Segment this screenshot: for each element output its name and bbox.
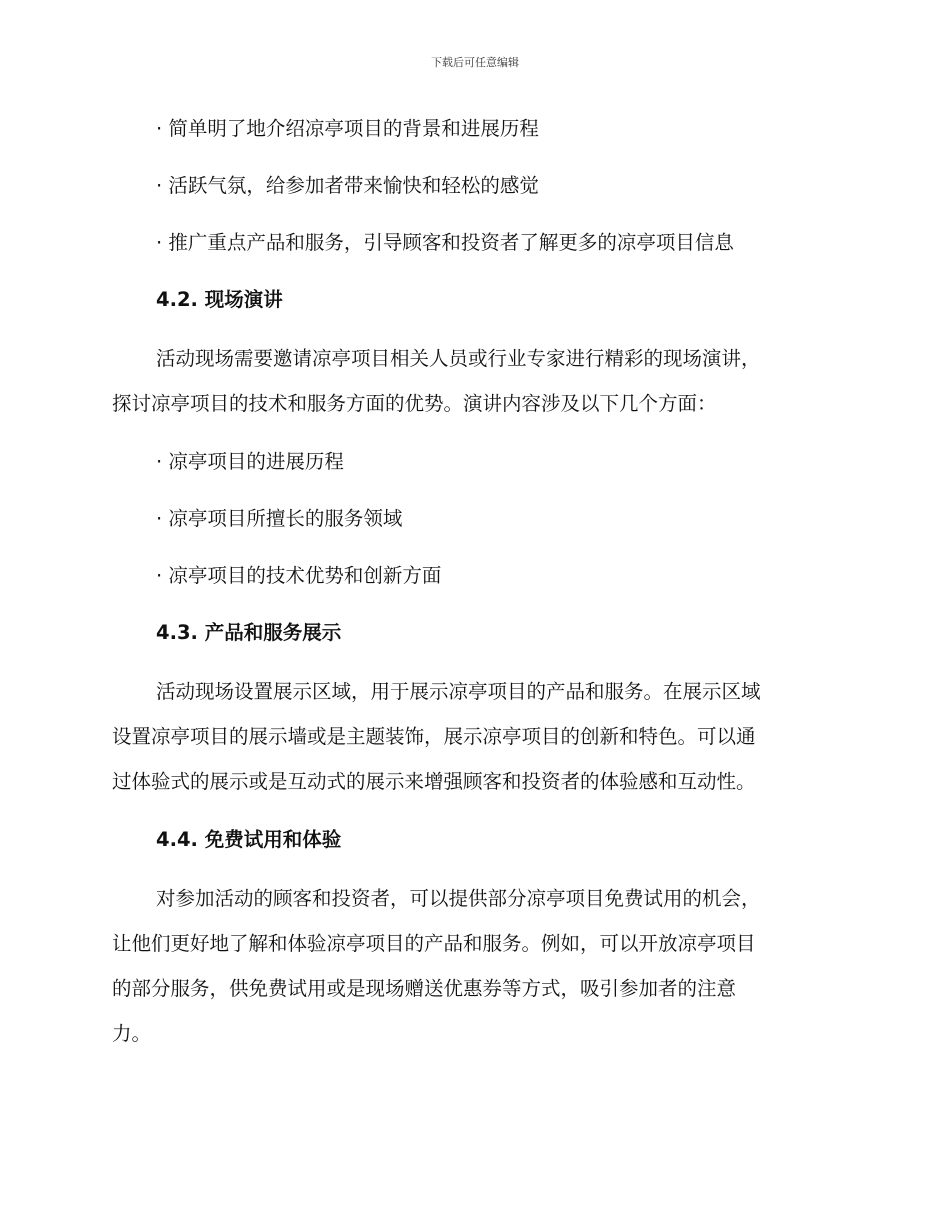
bullet-item: · 活跃气氛，给参加者带来愉快和轻松的感觉 (156, 174, 539, 197)
paragraph-line: 对参加活动的顾客和投资者，可以提供部分凉亭项目免费试用的机会， (156, 887, 761, 910)
paragraph-line: 活动现场设置展示区域，用于展示凉亭项目的产品和服务。在展示区域 (156, 680, 761, 703)
paragraph-line: 活动现场需要邀请凉亭项目相关人员或行业专家进行精彩的现场演讲， (156, 347, 761, 370)
paragraph-line: 探讨凉亭项目的技术和服务方面的优势。演讲内容涉及以下几个方面： (112, 392, 717, 415)
bullet-item: · 简单明了地介绍凉亭项目的背景和进展历程 (156, 117, 539, 140)
bullet-item: · 推广重点产品和服务，引导顾客和投资者了解更多的凉亭项目信息 (156, 231, 734, 254)
document-body (112, 108, 834, 1071)
paragraph-line: 力。 (112, 1022, 152, 1045)
bullet-item: · 凉亭项目的进展历程 (156, 450, 344, 473)
section-heading-4-3: 4.3. 产品和服务展示 (156, 621, 342, 644)
paragraph-line: 设置凉亭项目的展示墙或是主题装饰，展示凉亭项目的创新和特色。可以通 (112, 725, 756, 748)
bullet-item: · 凉亭项目的技术优势和创新方面 (156, 564, 442, 587)
paragraph-4-4 (112, 876, 834, 1056)
paragraph-line: 让他们更好地了解和体验凉亭项目的产品和服务。例如，可以开放凉亭项目 (112, 932, 756, 955)
paragraph-line: 过体验式的展示或是互动式的展示来增强顾客和投资者的体验感和互动性。 (112, 770, 756, 793)
bullet-item: · 凉亭项目所擅长的服务领域 (156, 507, 403, 530)
page-header: 下载后可任意编辑 (431, 56, 519, 69)
paragraph-4-3 (112, 669, 834, 804)
paragraph-line: 的部分服务，供免费试用或是现场赠送优惠券等方式，吸引参加者的注意 (112, 977, 737, 1000)
section-heading-4-2: 4.2. 现场演讲 (156, 288, 283, 311)
section-heading-4-4: 4.4. 免费试用和体验 (156, 828, 342, 851)
paragraph-4-2 (112, 336, 834, 426)
